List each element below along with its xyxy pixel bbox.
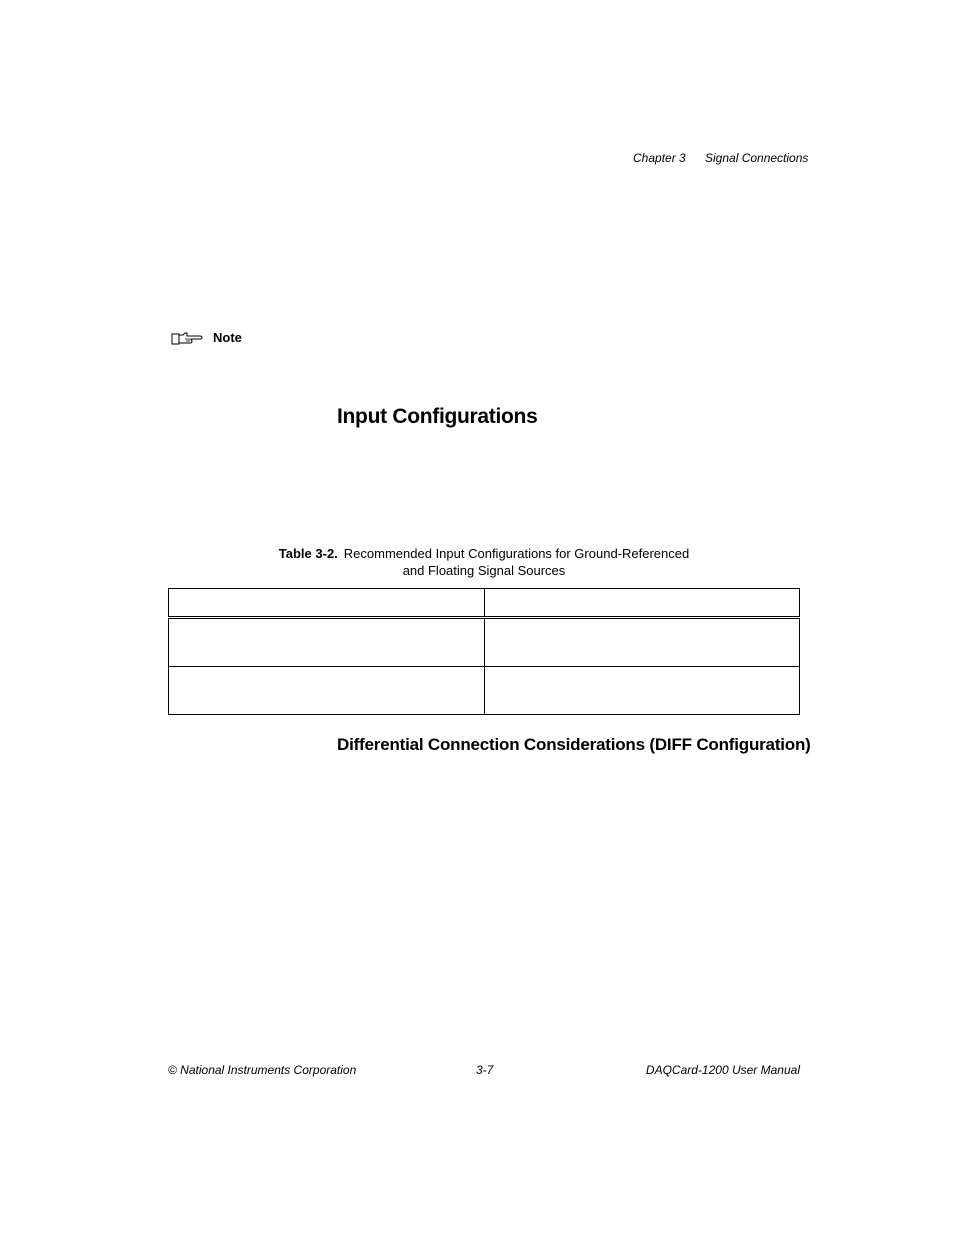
header-chapter: Chapter 3 <box>633 151 686 165</box>
header-section: Signal Connections <box>705 151 809 165</box>
table-cell <box>169 667 485 715</box>
table-row <box>169 618 800 667</box>
footer-left: © National Instruments Corporation <box>168 1063 357 1077</box>
table-header-row <box>169 589 800 618</box>
table-row <box>169 667 800 715</box>
table-caption <box>168 545 800 579</box>
footer-page-number: 3-7 <box>476 1063 494 1077</box>
table-cell <box>169 589 485 618</box>
pointing-hand-icon <box>171 331 203 347</box>
note-label: Note <box>213 330 242 345</box>
table-caption-line-2: and Floating Signal Sources <box>402 563 566 578</box>
table-cell <box>484 667 800 715</box>
input-configurations-table <box>168 588 800 715</box>
footer-right: DAQCard-1200 User Manual <box>645 1063 800 1077</box>
table-cell <box>484 618 800 667</box>
table-cell <box>484 589 800 618</box>
table-caption-label: Table 3-2. <box>278 546 338 561</box>
table-cell <box>169 618 485 667</box>
section-heading: Input Configurations <box>337 405 538 428</box>
table-caption-title: Recommended Input Configurations for Ground-Referenced <box>343 546 690 561</box>
table-caption-line-1 <box>168 545 800 562</box>
subsection-heading: Differential Connection Considerations (DIFF Configuration) <box>337 735 811 754</box>
